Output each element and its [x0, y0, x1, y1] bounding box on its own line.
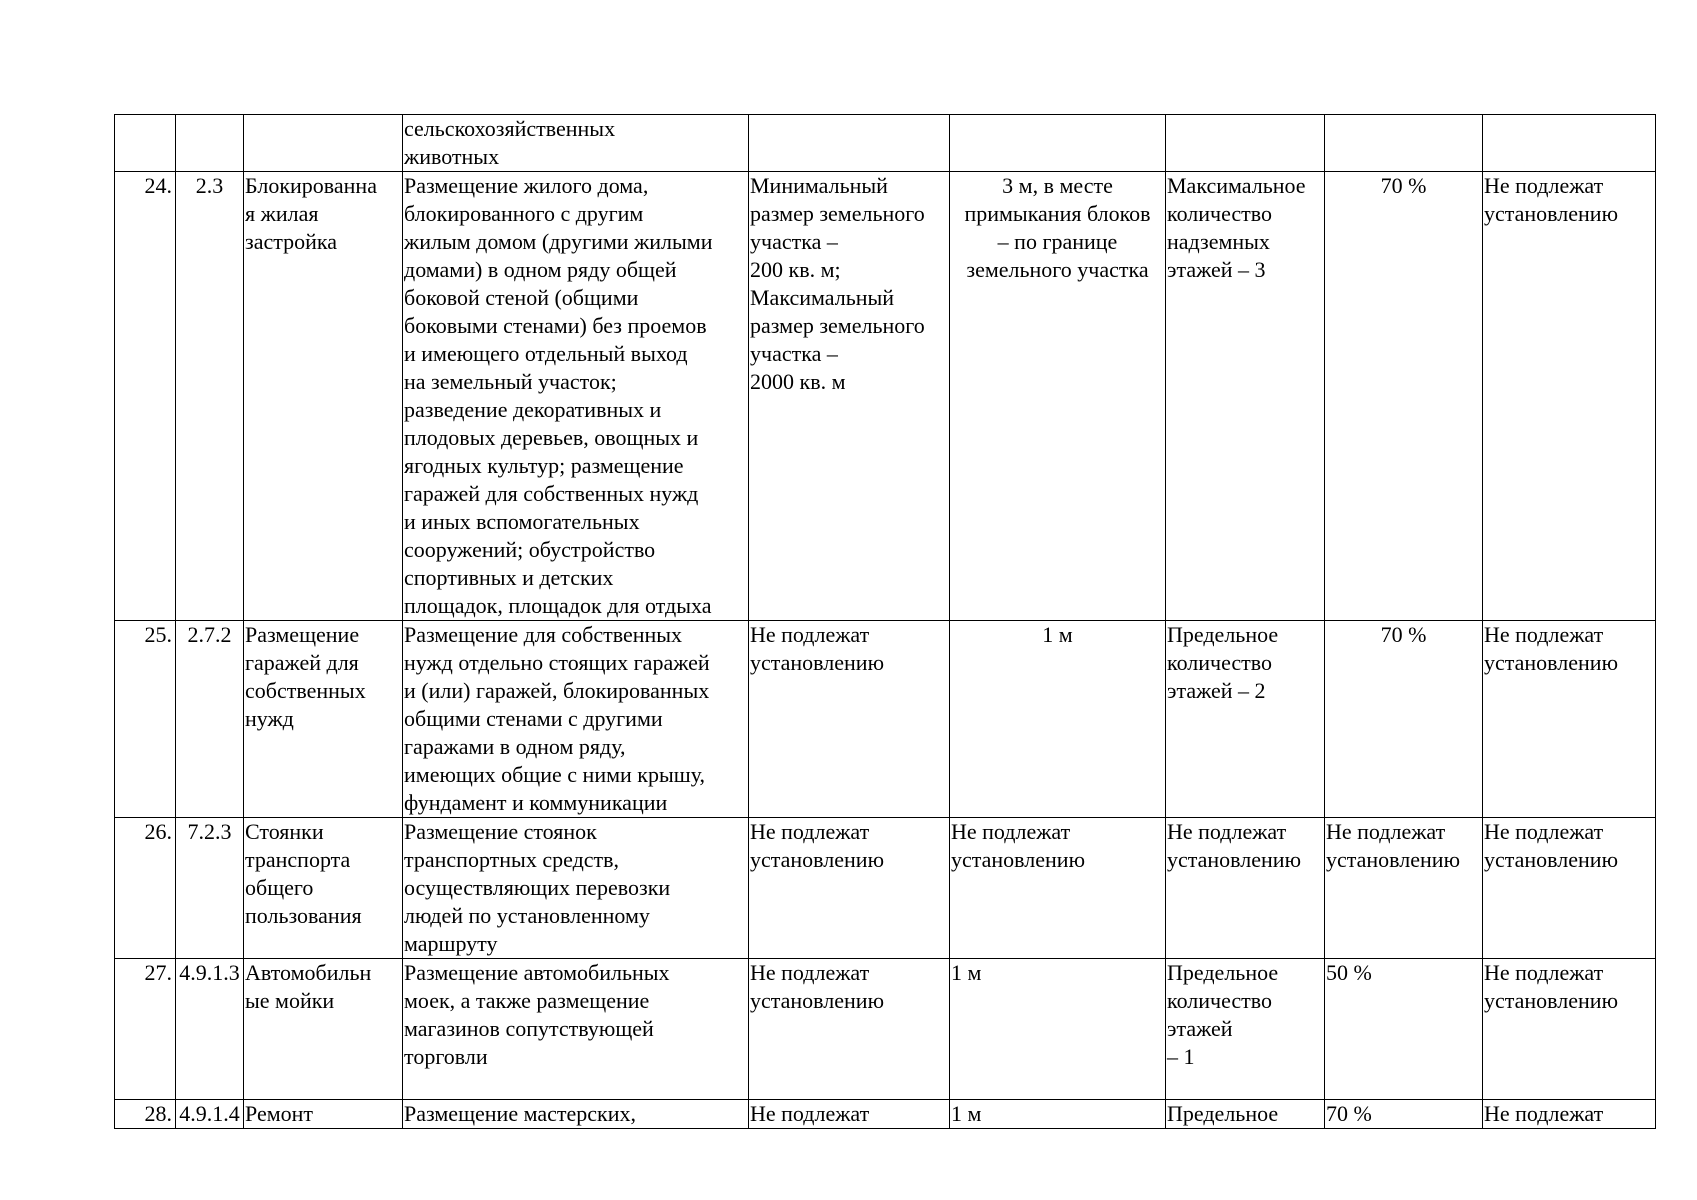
cell-coverage	[1325, 115, 1483, 172]
cell-name	[244, 115, 403, 172]
cell-setback: 1 м	[950, 959, 1166, 1100]
cell-code: 7.2.3	[176, 818, 244, 959]
cell-coverage: 70 %	[1325, 621, 1483, 818]
table-row-continuation	[115, 115, 1656, 172]
cell-name: Автомобильн ые мойки	[244, 959, 403, 1100]
table-row-24	[115, 172, 1656, 621]
table-row-28	[115, 1100, 1656, 1129]
cell-code: 4.9.1.4	[176, 1100, 244, 1129]
cell-coverage: 70 %	[1325, 172, 1483, 621]
table-row-25	[115, 621, 1656, 818]
cell-floors: Не подлежат установлению	[1166, 818, 1325, 959]
cell-name: Блокированна я жилая застройка	[244, 172, 403, 621]
cell-number: 24.	[115, 172, 176, 621]
cell-other: Не подлежат установлению	[1483, 172, 1656, 621]
table-row-27	[115, 959, 1656, 1100]
document-page	[114, 114, 1655, 1129]
cell-floors: Максимальное количество надземных этажей – 3	[1166, 172, 1325, 621]
cell-number: 28.	[115, 1100, 176, 1129]
cell-coverage: 50 %	[1325, 959, 1483, 1100]
cell-number: 25.	[115, 621, 176, 818]
cell-floors	[1166, 115, 1325, 172]
cell-setback	[950, 115, 1166, 172]
cell-other: Не подлежат установлению	[1483, 818, 1656, 959]
cell-description: Размещение автомобильных моек, а также размещение магазинов сопутствующей торговли	[403, 959, 749, 1100]
cell-description: Размещение жилого дома, блокированного с другим жилым домом (другими жилыми домами) в одном ряду общей боковой стеной (общими боковыми стенами) без проемов и имеющего отдельный выход на земельный участок; разведение декоративных и плодовых деревьев, овощных и ягодных культур; размещение гаражей для собственных нужд и иных вспомогательных сооружений; обустройство спортивных и детских площадок, площадок для отдыха	[403, 172, 749, 621]
cell-coverage: Не подлежат установлению	[1325, 818, 1483, 959]
cell-plot-size: Не подлежат установлению	[749, 818, 950, 959]
cell-code	[176, 115, 244, 172]
cell-description: Размещение стоянок транспортных средств, осуществляющих перевозки людей по установленному маршруту	[403, 818, 749, 959]
cell-setback: 1 м	[950, 1100, 1166, 1129]
cell-other	[1483, 115, 1656, 172]
cell-plot-size: Не подлежат	[749, 1100, 950, 1129]
cell-plot-size: Не подлежат установлению	[749, 621, 950, 818]
cell-code: 2.7.2	[176, 621, 244, 818]
cell-number: 27.	[115, 959, 176, 1100]
cell-name: Стоянки транспорта общего пользования	[244, 818, 403, 959]
cell-setback: Не подлежат установлению	[950, 818, 1166, 959]
cell-coverage: 70 %	[1325, 1100, 1483, 1129]
cell-other: Не подлежат установлению	[1483, 621, 1656, 818]
cell-description: Размещение для собственных нужд отдельно стоящих гаражей и (или) гаражей, блокированных общими стенами с другими гаражами в одном ряду, имеющих общие с ними крышу, фундамент и коммуникации	[403, 621, 749, 818]
cell-plot-size	[749, 115, 950, 172]
zoning-regulations-table	[114, 114, 1656, 1129]
cell-other: Не подлежат	[1483, 1100, 1656, 1129]
cell-setback: 1 м	[950, 621, 1166, 818]
cell-description: сельскохозяйственных животных	[403, 115, 749, 172]
cell-name: Ремонт	[244, 1100, 403, 1129]
cell-floors: Предельное количество этажей – 2	[1166, 621, 1325, 818]
cell-description: Размещение мастерских,	[403, 1100, 749, 1129]
cell-setback: 3 м, в месте примыкания блоков – по границе земельного участка	[950, 172, 1166, 621]
cell-code: 4.9.1.3	[176, 959, 244, 1100]
cell-other: Не подлежат установлению	[1483, 959, 1656, 1100]
table-row-26	[115, 818, 1656, 959]
cell-number	[115, 115, 176, 172]
cell-floors: Предельное	[1166, 1100, 1325, 1129]
cell-name: Размещение гаражей для собственных нужд	[244, 621, 403, 818]
cell-plot-size: Не подлежат установлению	[749, 959, 950, 1100]
cell-plot-size: Минимальный размер земельного участка – 200 кв. м; Максимальный размер земельного участка – 2000 кв. м	[749, 172, 950, 621]
cell-floors: Предельное количество этажей – 1	[1166, 959, 1325, 1100]
cell-number: 26.	[115, 818, 176, 959]
cell-code: 2.3	[176, 172, 244, 621]
